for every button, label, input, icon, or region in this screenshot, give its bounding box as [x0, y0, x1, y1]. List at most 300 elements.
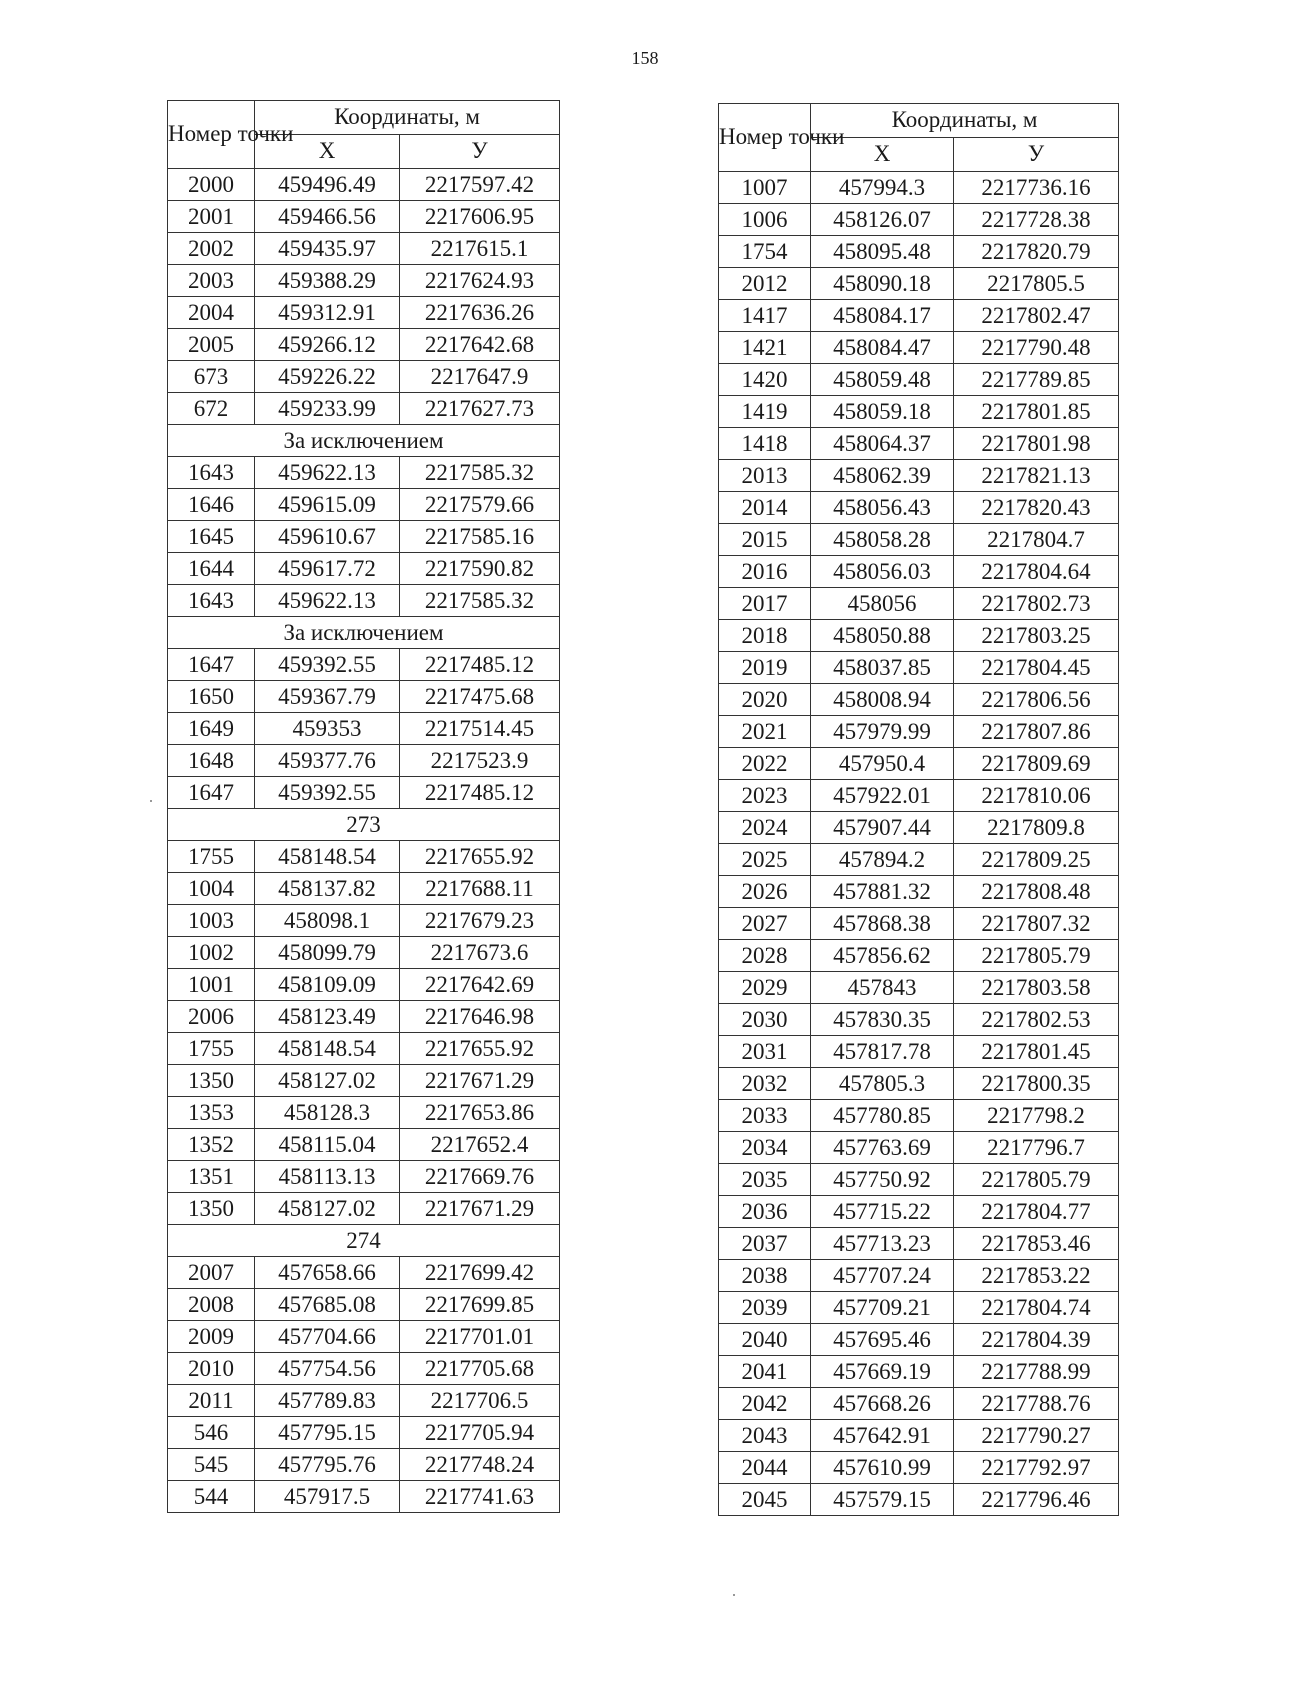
point-number-cell: 2007: [168, 1257, 255, 1289]
point-number-cell: 1352: [168, 1129, 255, 1161]
x-coordinate-cell: 457894.2: [811, 844, 954, 876]
coordinates-header: Координаты, м: [811, 104, 1119, 138]
x-coordinate-cell: 458084.47: [811, 332, 954, 364]
point-number-cell: 1643: [168, 457, 255, 489]
y-coordinate-cell: 2217669.76: [400, 1161, 560, 1193]
point-number-cell: 2017: [719, 588, 811, 620]
x-coordinate-cell: 457881.32: [811, 876, 954, 908]
x-coordinate-cell: 459622.13: [255, 585, 400, 617]
y-column-header: У: [954, 138, 1119, 172]
x-coordinate-cell: 459392.55: [255, 777, 400, 809]
y-coordinate-cell: 2217736.16: [954, 172, 1119, 204]
table-row: [168, 1097, 560, 1129]
y-coordinate-cell: 2217475.68: [400, 681, 560, 713]
y-coordinate-cell: 2217806.56: [954, 684, 1119, 716]
y-coordinate-cell: 2217673.6: [400, 937, 560, 969]
table-row: [719, 332, 1119, 364]
point-number-cell: 1350: [168, 1065, 255, 1097]
point-number-cell: 2033: [719, 1100, 811, 1132]
y-coordinate-cell: 2217804.39: [954, 1324, 1119, 1356]
point-number-cell: 2025: [719, 844, 811, 876]
point-number-cell: 1006: [719, 204, 811, 236]
y-coordinate-cell: 2217801.85: [954, 396, 1119, 428]
table-row: [719, 716, 1119, 748]
table-row: [168, 265, 560, 297]
x-coordinate-cell: 457668.26: [811, 1388, 954, 1420]
point-number-cell: 2044: [719, 1452, 811, 1484]
x-coordinate-cell: 459233.99: [255, 393, 400, 425]
y-coordinate-cell: 2217652.4: [400, 1129, 560, 1161]
x-coordinate-cell: 457685.08: [255, 1289, 400, 1321]
x-coordinate-cell: 457642.91: [811, 1420, 954, 1452]
x-coordinate-cell: 458058.28: [811, 524, 954, 556]
table-row: [719, 684, 1119, 716]
x-coordinate-cell: 457713.23: [811, 1228, 954, 1260]
point-number-cell: 1353: [168, 1097, 255, 1129]
y-coordinate-cell: 2217597.42: [400, 169, 560, 201]
y-coordinate-cell: 2217642.68: [400, 329, 560, 361]
x-coordinate-cell: 459622.13: [255, 457, 400, 489]
table-row: [168, 1129, 560, 1161]
table-row: [719, 876, 1119, 908]
x-coordinate-cell: 459226.22: [255, 361, 400, 393]
point-number-cell: 2027: [719, 908, 811, 940]
point-number-cell: 1004: [168, 873, 255, 905]
section-label: За исключением: [168, 617, 560, 649]
y-coordinate-cell: 2217655.92: [400, 841, 560, 873]
x-coordinate-cell: 459377.76: [255, 745, 400, 777]
table-row: [719, 1260, 1119, 1292]
x-coordinate-cell: 457579.15: [811, 1484, 954, 1516]
x-coordinate-cell: 459353: [255, 713, 400, 745]
x-coordinate-cell: 457830.35: [811, 1004, 954, 1036]
y-coordinate-cell: 2217485.12: [400, 649, 560, 681]
y-coordinate-cell: 2217585.32: [400, 457, 560, 489]
y-coordinate-cell: 2217788.76: [954, 1388, 1119, 1420]
x-coordinate-cell: 458115.04: [255, 1129, 400, 1161]
point-number-cell: 2006: [168, 1001, 255, 1033]
table-row: [719, 1132, 1119, 1164]
y-coordinate-cell: 2217615.1: [400, 233, 560, 265]
table-row: [719, 236, 1119, 268]
x-coordinate-cell: 457917.5: [255, 1481, 400, 1513]
table-row: [168, 585, 560, 617]
point-number-cell: 1755: [168, 841, 255, 873]
table-row: [719, 940, 1119, 972]
y-coordinate-cell: 2217803.25: [954, 620, 1119, 652]
x-coordinate-cell: 458056: [811, 588, 954, 620]
table-row: [168, 1257, 560, 1289]
point-number-cell: 1002: [168, 937, 255, 969]
point-number-cell: 1647: [168, 777, 255, 809]
y-coordinate-cell: 2217796.7: [954, 1132, 1119, 1164]
table-row: [719, 588, 1119, 620]
point-number-cell: 1351: [168, 1161, 255, 1193]
point-number-cell: 2003: [168, 265, 255, 297]
x-coordinate-cell: 458008.94: [811, 684, 954, 716]
point-number-cell: 1646: [168, 489, 255, 521]
point-number-cell: 2043: [719, 1420, 811, 1452]
x-coordinate-cell: 458059.18: [811, 396, 954, 428]
y-coordinate-cell: 2217653.86: [400, 1097, 560, 1129]
point-number-cell: 1650: [168, 681, 255, 713]
table-row: [168, 1385, 560, 1417]
point-number-cell: 1007: [719, 172, 811, 204]
x-coordinate-cell: 457789.83: [255, 1385, 400, 1417]
point-number-cell: 1649: [168, 713, 255, 745]
section-row: [168, 617, 560, 649]
table-row: [719, 1036, 1119, 1068]
y-coordinate-cell: 2217804.77: [954, 1196, 1119, 1228]
table-row: [719, 1356, 1119, 1388]
point-number-cell: 2010: [168, 1353, 255, 1385]
coordinates-table-left: [167, 100, 560, 1513]
y-coordinate-cell: 2217804.7: [954, 524, 1119, 556]
x-coordinate-cell: 458056.43: [811, 492, 954, 524]
y-coordinate-cell: 2217790.27: [954, 1420, 1119, 1452]
x-coordinate-cell: 458090.18: [811, 268, 954, 300]
x-column-header: X: [255, 135, 400, 169]
scan-speck: [150, 800, 152, 802]
x-coordinate-cell: 459435.97: [255, 233, 400, 265]
y-coordinate-cell: 2217805.5: [954, 268, 1119, 300]
y-coordinate-cell: 2217706.5: [400, 1385, 560, 1417]
point-number-cell: 1754: [719, 236, 811, 268]
y-coordinate-cell: 2217699.42: [400, 1257, 560, 1289]
point-number-cell: 2040: [719, 1324, 811, 1356]
point-number-cell: 2000: [168, 169, 255, 201]
y-coordinate-cell: 2217808.48: [954, 876, 1119, 908]
y-coordinate-cell: 2217805.79: [954, 940, 1119, 972]
y-coordinate-cell: 2217788.99: [954, 1356, 1119, 1388]
y-coordinate-cell: 2217741.63: [400, 1481, 560, 1513]
y-coordinate-cell: 2217585.32: [400, 585, 560, 617]
x-coordinate-cell: 457843: [811, 972, 954, 1004]
y-coordinate-cell: 2217728.38: [954, 204, 1119, 236]
point-number-cell: 2022: [719, 748, 811, 780]
point-number-cell: 2021: [719, 716, 811, 748]
y-coordinate-cell: 2217627.73: [400, 393, 560, 425]
point-number-cell: 1003: [168, 905, 255, 937]
table-row: [168, 489, 560, 521]
y-coordinate-cell: 2217821.13: [954, 460, 1119, 492]
point-number-cell: 2018: [719, 620, 811, 652]
y-coordinate-cell: 2217805.79: [954, 1164, 1119, 1196]
y-coordinate-cell: 2217801.98: [954, 428, 1119, 460]
x-coordinate-cell: 458148.54: [255, 841, 400, 873]
x-coordinate-cell: 457979.99: [811, 716, 954, 748]
y-coordinate-cell: 2217642.69: [400, 969, 560, 1001]
x-coordinate-cell: 458126.07: [811, 204, 954, 236]
y-coordinate-cell: 2217804.74: [954, 1292, 1119, 1324]
table-row: [719, 460, 1119, 492]
table-row: [719, 1068, 1119, 1100]
table-row: [168, 457, 560, 489]
table-row: [168, 777, 560, 809]
table-row: [168, 873, 560, 905]
x-coordinate-cell: 459266.12: [255, 329, 400, 361]
y-coordinate-cell: 2217807.86: [954, 716, 1119, 748]
y-coordinate-cell: 2217820.43: [954, 492, 1119, 524]
table-row: [168, 1001, 560, 1033]
table-row: [168, 1065, 560, 1097]
point-number-cell: 1417: [719, 300, 811, 332]
point-number-cell: 2020: [719, 684, 811, 716]
y-coordinate-cell: 2217514.45: [400, 713, 560, 745]
point-number-cell: 1418: [719, 428, 811, 460]
y-coordinate-cell: 2217485.12: [400, 777, 560, 809]
point-number-cell: 2037: [719, 1228, 811, 1260]
table-row: [719, 396, 1119, 428]
y-coordinate-cell: 2217688.11: [400, 873, 560, 905]
point-number-cell: 2002: [168, 233, 255, 265]
point-number-cell: 2008: [168, 1289, 255, 1321]
table-row: [168, 297, 560, 329]
table-row: [168, 841, 560, 873]
table-row: [168, 553, 560, 585]
x-coordinate-cell: 459392.55: [255, 649, 400, 681]
x-coordinate-cell: 457754.56: [255, 1353, 400, 1385]
point-number-cell: 1643: [168, 585, 255, 617]
x-coordinate-cell: 457817.78: [811, 1036, 954, 1068]
point-number-cell: 2042: [719, 1388, 811, 1420]
y-coordinate-cell: 2217606.95: [400, 201, 560, 233]
y-coordinate-cell: 2217699.85: [400, 1289, 560, 1321]
table-row: [168, 1321, 560, 1353]
x-coordinate-cell: 458109.09: [255, 969, 400, 1001]
x-coordinate-cell: 457795.15: [255, 1417, 400, 1449]
x-coordinate-cell: 457750.92: [811, 1164, 954, 1196]
y-coordinate-cell: 2217853.22: [954, 1260, 1119, 1292]
table-row: [719, 364, 1119, 396]
point-number-cell: 545: [168, 1449, 255, 1481]
y-coordinate-cell: 2217803.58: [954, 972, 1119, 1004]
point-number-cell: 1001: [168, 969, 255, 1001]
y-coordinate-cell: 2217809.69: [954, 748, 1119, 780]
y-coordinate-cell: 2217790.48: [954, 332, 1119, 364]
table-row: [168, 1417, 560, 1449]
x-coordinate-cell: 458113.13: [255, 1161, 400, 1193]
table-row: [168, 1481, 560, 1513]
point-number-cell: 2026: [719, 876, 811, 908]
point-number-cell: 2038: [719, 1260, 811, 1292]
point-number-cell: 2005: [168, 329, 255, 361]
table-row: [719, 652, 1119, 684]
coordinates-header: Координаты, м: [255, 101, 560, 135]
x-coordinate-cell: 458056.03: [811, 556, 954, 588]
y-coordinate-cell: 2217800.35: [954, 1068, 1119, 1100]
section-label: 274: [168, 1225, 560, 1257]
table-row: [168, 329, 560, 361]
y-coordinate-cell: 2217590.82: [400, 553, 560, 585]
table-row: [719, 972, 1119, 1004]
table-row: [719, 812, 1119, 844]
x-coordinate-cell: 458050.88: [811, 620, 954, 652]
table-row: [168, 1033, 560, 1065]
table-row: [719, 1420, 1119, 1452]
x-coordinate-cell: 457780.85: [811, 1100, 954, 1132]
x-coordinate-cell: 457610.99: [811, 1452, 954, 1484]
y-column-header: У: [400, 135, 560, 169]
table-row: [719, 780, 1119, 812]
x-coordinate-cell: 458123.49: [255, 1001, 400, 1033]
x-coordinate-cell: 457950.4: [811, 748, 954, 780]
x-coordinate-cell: 457763.69: [811, 1132, 954, 1164]
section-label: 273: [168, 809, 560, 841]
point-number-cell: 2030: [719, 1004, 811, 1036]
table-row: [719, 1004, 1119, 1036]
y-coordinate-cell: 2217820.79: [954, 236, 1119, 268]
point-number-cell: 1419: [719, 396, 811, 428]
y-coordinate-cell: 2217636.26: [400, 297, 560, 329]
table-row: [719, 268, 1119, 300]
table-row: [168, 937, 560, 969]
table-row: [168, 681, 560, 713]
y-coordinate-cell: 2217802.47: [954, 300, 1119, 332]
table-row: [719, 428, 1119, 460]
table-row: [168, 361, 560, 393]
table-row: [719, 844, 1119, 876]
x-coordinate-cell: 458127.02: [255, 1193, 400, 1225]
y-coordinate-cell: 2217705.94: [400, 1417, 560, 1449]
x-coordinate-cell: 458128.3: [255, 1097, 400, 1129]
point-number-cell: 2024: [719, 812, 811, 844]
y-coordinate-cell: 2217585.16: [400, 521, 560, 553]
point-number-cell: 1647: [168, 649, 255, 681]
point-number-cell: 1648: [168, 745, 255, 777]
x-coordinate-cell: 459610.67: [255, 521, 400, 553]
table-row: [168, 1289, 560, 1321]
x-coordinate-cell: 457856.62: [811, 940, 954, 972]
point-number-cell: 1645: [168, 521, 255, 553]
table-right-body: [719, 172, 1119, 1516]
y-coordinate-cell: 2217801.45: [954, 1036, 1119, 1068]
table-row: [719, 556, 1119, 588]
x-coordinate-cell: 459312.91: [255, 297, 400, 329]
point-number-cell: 1644: [168, 553, 255, 585]
table-row: [719, 1228, 1119, 1260]
page-number: 158: [631, 48, 659, 68]
y-coordinate-cell: 2217804.64: [954, 556, 1119, 588]
table-row: [168, 233, 560, 265]
table-left-body: [168, 169, 560, 1513]
x-coordinate-cell: 457709.21: [811, 1292, 954, 1324]
table-row: [719, 1292, 1119, 1324]
x-coordinate-cell: 458064.37: [811, 428, 954, 460]
x-coordinate-cell: 457715.22: [811, 1196, 954, 1228]
section-label: За исключением: [168, 425, 560, 457]
point-number-cell: 2023: [719, 780, 811, 812]
x-coordinate-cell: 457907.44: [811, 812, 954, 844]
table-row: [719, 748, 1119, 780]
table-row: [168, 393, 560, 425]
point-number-cell: 1421: [719, 332, 811, 364]
point-number-cell: 2012: [719, 268, 811, 300]
x-coordinate-cell: 457704.66: [255, 1321, 400, 1353]
table-row: [168, 969, 560, 1001]
x-coordinate-cell: 458099.79: [255, 937, 400, 969]
table-row: [719, 1100, 1119, 1132]
point-number-cell: 2045: [719, 1484, 811, 1516]
point-number-cell: 546: [168, 1417, 255, 1449]
point-number-cell: 2034: [719, 1132, 811, 1164]
y-coordinate-cell: 2217807.32: [954, 908, 1119, 940]
y-coordinate-cell: 2217809.25: [954, 844, 1119, 876]
x-coordinate-cell: 458127.02: [255, 1065, 400, 1097]
x-coordinate-cell: 457805.3: [811, 1068, 954, 1100]
table-row: [168, 649, 560, 681]
x-column-header: X: [811, 138, 954, 172]
y-coordinate-cell: 2217705.68: [400, 1353, 560, 1385]
y-coordinate-cell: 2217802.53: [954, 1004, 1119, 1036]
x-coordinate-cell: 459367.79: [255, 681, 400, 713]
table-row: [719, 1484, 1119, 1516]
table-row: [719, 492, 1119, 524]
section-row: [168, 425, 560, 457]
x-coordinate-cell: 458084.17: [811, 300, 954, 332]
y-coordinate-cell: 2217647.9: [400, 361, 560, 393]
table-row: [719, 1452, 1119, 1484]
x-coordinate-cell: 458137.82: [255, 873, 400, 905]
y-coordinate-cell: 2217810.06: [954, 780, 1119, 812]
table-row: [168, 201, 560, 233]
y-coordinate-cell: 2217679.23: [400, 905, 560, 937]
x-coordinate-cell: 457707.24: [811, 1260, 954, 1292]
point-number-cell: 2013: [719, 460, 811, 492]
y-coordinate-cell: 2217523.9: [400, 745, 560, 777]
point-number-cell: 1350: [168, 1193, 255, 1225]
table-row: [719, 172, 1119, 204]
x-coordinate-cell: 457994.3: [811, 172, 954, 204]
table-row: [719, 1196, 1119, 1228]
point-number-cell: 2041: [719, 1356, 811, 1388]
y-coordinate-cell: 2217671.29: [400, 1065, 560, 1097]
y-coordinate-cell: 2217579.66: [400, 489, 560, 521]
x-coordinate-cell: 457795.76: [255, 1449, 400, 1481]
table-row: [168, 1353, 560, 1385]
y-coordinate-cell: 2217804.45: [954, 652, 1119, 684]
y-coordinate-cell: 2217789.85: [954, 364, 1119, 396]
point-number-cell: 2036: [719, 1196, 811, 1228]
y-coordinate-cell: 2217748.24: [400, 1449, 560, 1481]
table-row: [719, 204, 1119, 236]
table-row: [719, 524, 1119, 556]
table-row: [168, 1449, 560, 1481]
y-coordinate-cell: 2217802.73: [954, 588, 1119, 620]
point-number-cell: 2028: [719, 940, 811, 972]
x-coordinate-cell: 457669.19: [811, 1356, 954, 1388]
table-row: [719, 908, 1119, 940]
point-number-cell: 2029: [719, 972, 811, 1004]
point-number-cell: 2011: [168, 1385, 255, 1417]
y-coordinate-cell: 2217655.92: [400, 1033, 560, 1065]
x-coordinate-cell: 458095.48: [811, 236, 954, 268]
table-row: [719, 1164, 1119, 1196]
x-coordinate-cell: 459496.49: [255, 169, 400, 201]
table-row: [168, 745, 560, 777]
point-number-cell: 672: [168, 393, 255, 425]
table-row: [719, 1388, 1119, 1420]
x-coordinate-cell: 457658.66: [255, 1257, 400, 1289]
point-number-header: Номер точки: [719, 104, 811, 172]
point-number-cell: 2016: [719, 556, 811, 588]
point-number-cell: 544: [168, 1481, 255, 1513]
y-coordinate-cell: 2217792.97: [954, 1452, 1119, 1484]
point-number-cell: 2014: [719, 492, 811, 524]
point-number-cell: 2019: [719, 652, 811, 684]
point-number-header: Номер точки: [168, 101, 255, 169]
coordinates-table-right: [718, 103, 1119, 1516]
